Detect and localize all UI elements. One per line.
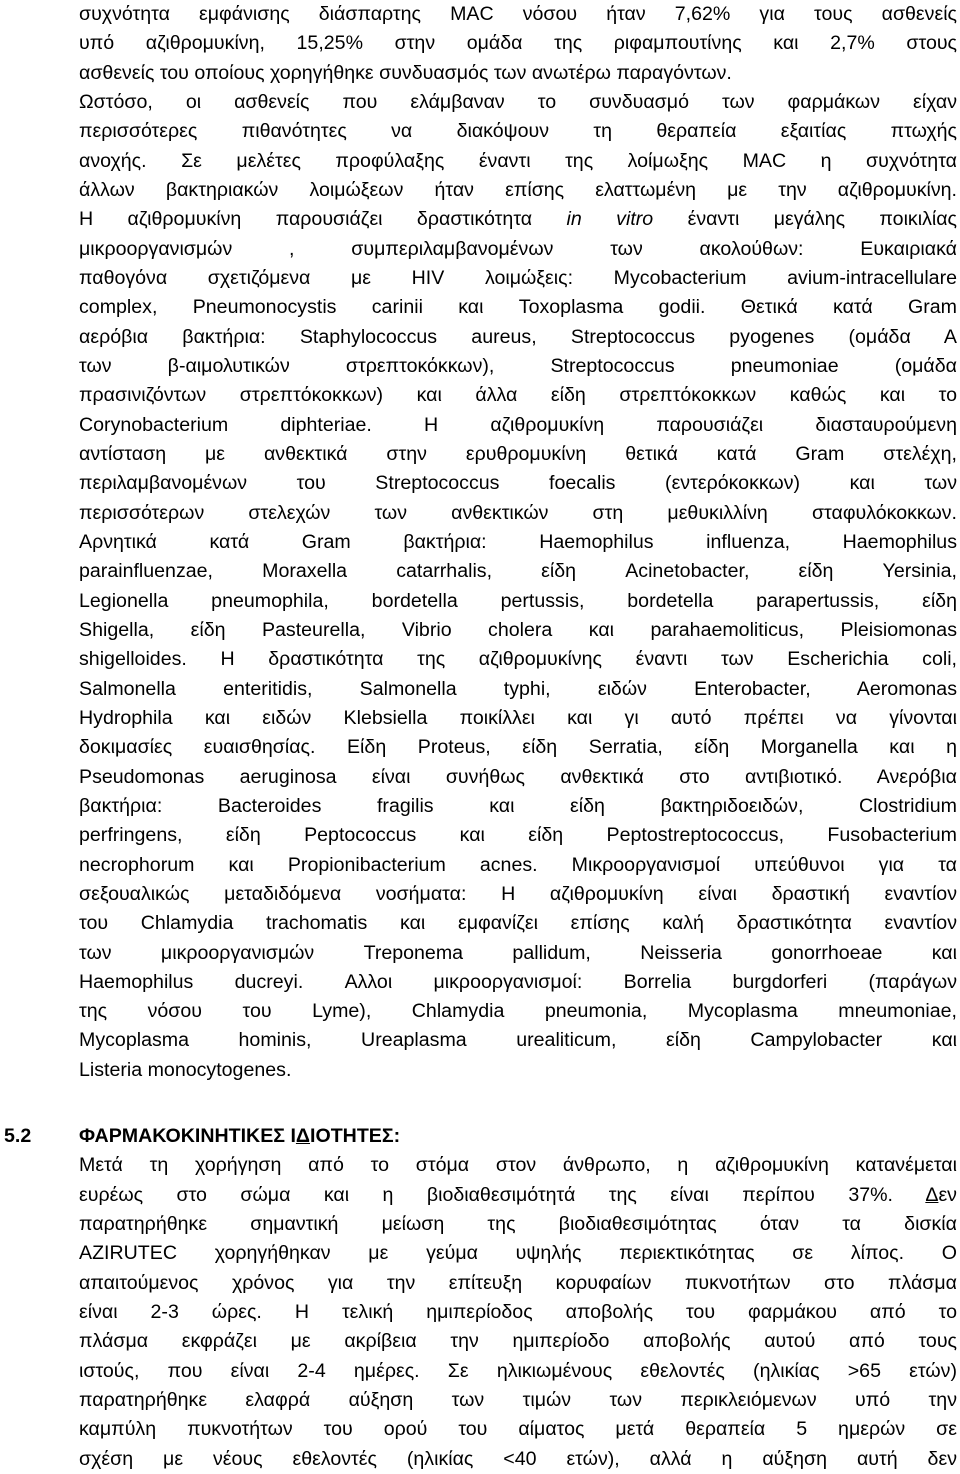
- text-line: του Chlamydia trachomatis και εμφανίζει επίσης καλή δραστικότητα εναντίον: [79, 912, 957, 935]
- text-line: Αρνητικά κατά Gram βακτήρια: Haemophilus influenza, Haemophilus: [79, 530, 957, 553]
- text-segment: Η αζιθρομυκίνη παρουσιάζει δραστικότητα: [79, 208, 567, 231]
- section-title-part: ΙΟΤΗΤΕΣ:: [310, 1125, 401, 1148]
- text-line: σεξουαλικώς μεταδιδόμενα νοσήματα: Η αζιθρομυκίνη είναι δραστική εναντίον: [79, 882, 957, 905]
- text-line: necrophorum και Propionibacterium acnes. Μικροοργανισμοί υπεύθυνοι για τα: [79, 853, 957, 876]
- section-title-part: ΦΑΡΜΑΚΟΚΙΝΗΤΙΚΕΣ Ι: [79, 1125, 296, 1148]
- text-line: μικροοργανισμών , συμπεριλαμβανομένων των ακολούθων: Ευκαιριακά: [79, 237, 957, 260]
- text-line: αντίσταση με ανθεκτικά στην ερυθρομυκίνη θετικά κατά Gram στελέχη,: [79, 442, 957, 465]
- text-line: άλλων βακτηριακών λοιμώξεων ήταν επίσης ελαττωμένη με την αζιθρομυκίνη.: [79, 178, 957, 201]
- text-line: Corynobacterium diphteriae. Η αζιθρομυκίνη παρουσιάζει διασταυρούμενη: [79, 413, 957, 436]
- underlined-letter: Δ: [925, 1183, 939, 1206]
- paragraph-pharmacokinetics: [79, 1151, 957, 1474]
- paragraph-antimicrobial-activity: [79, 0, 957, 1085]
- text-line: περισσότερων στελεχών των ανθεκτικών στη μεθυκιλλίνη σταφυλόκοκκων.: [79, 501, 957, 524]
- text-line: perfringens, είδη Peptococcus και είδη Peptostreptococcus, Fusobacterium: [79, 824, 957, 847]
- text-line: ασθενείς του οποίους χορηγήθηκε συνδυασμός των ανωτέρω παραγόντων.: [79, 61, 732, 84]
- text-line: παρατηρήθηκε σημαντική μείωση της βιοδιαθεσιμότητας όταν τα δισκία: [79, 1213, 957, 1236]
- text-line: complex, Pneumonocystis carinii και Toxoplasma godii. Θετικά κατά Gram: [79, 296, 957, 319]
- text-line: υπό αζιθρομυκίνη, 15,25% στην ομάδα της ριφαμπουτίνης και 2,7% στους: [79, 32, 957, 55]
- text-line: αερόβια βακτήρια: Staphylococcus aureus, Streptococcus pyogenes (ομάδα Α: [79, 325, 957, 348]
- text-line: ιστούς, που είναι 2-4 ημέρες. Σε ηλικιωμένους εθελοντές (ηλικίας >65 ετών): [79, 1359, 957, 1382]
- section-heading: [4, 1122, 957, 1151]
- text-line: ανοχής. Σε μελέτες προφύλαξης έναντι της λοίμωξης MAC η συχνότητα: [79, 149, 957, 172]
- italic-term: in vitro: [566, 208, 654, 231]
- paragraph-gap: [79, 1085, 957, 1122]
- text-line: Hydrophila και ειδών Klebsiella ποικίλλει και γι αυτό πρέπει να γίνονται: [79, 706, 957, 729]
- text-segment: ευρέως στο σώμα και η βιοδιαθεσιμότητά της είναι περίπου 37%.: [79, 1183, 893, 1206]
- text-line: Pseudomonas aeruginosa είναι συνήθως ανθεκτικά στο αντιβιοτικό. Ανερόβια: [79, 765, 957, 788]
- text-line: Salmonella enteritidis, Salmonella typhi, ειδών Enterobacter, Aeromonas: [79, 677, 957, 700]
- text-line: συχνότητα εμφάνισης διάσπαρτης MAC νόσου ήταν 7,62% για τους ασθενείς: [79, 3, 957, 25]
- text-line: [79, 205, 957, 234]
- text-segment: έναντι μεγάλης ποικιλίας: [653, 208, 957, 231]
- text-line: δοκιμασίες ευαισθησίας. Είδη Proteus, είδη Serratia, είδη Morganella και η: [79, 736, 957, 759]
- text-line: σχέση με νέους εθελοντές (ηλικίας <40 ετών), αλλά η αύξηση αυτή δεν: [79, 1447, 957, 1470]
- text-line: βακτήρια: Bacteroides fragilis και είδη βακτηριδοειδών, Clostridium: [79, 794, 957, 817]
- text-line: περιλαμβανομένων του Streptococcus foecalis (εντερόκοκκων) και των: [79, 472, 957, 495]
- text-segment: εν: [938, 1183, 957, 1206]
- text-line: απαιτούμενος χρόνος για την επίτευξη κορυφαίων πυκνοτήτων στο πλάσμα: [79, 1271, 957, 1294]
- text-line: καμπύλη πυκνοτήτων του ορού του αίματος μετά θεραπεία 5 ημερών σε: [79, 1418, 957, 1441]
- text-line: της νόσου του Lyme), Chlamydia pneumonia, Mycoplasma mneumoniae,: [79, 1000, 957, 1023]
- text-line: πρασινιζόντων στρεπτόκοκκων) και άλλα είδη στρεπτόκοκκων καθώς και το: [79, 384, 957, 407]
- text-line: Legionella pneumophila, bordetella pertussis, bordetella parapertussis, είδη: [79, 589, 957, 612]
- section-number: 5.2: [4, 1125, 32, 1148]
- text-line: παθογόνα σχετιζόμενα με HIV λοιμώξεις: Mycobacterium avium-intracellulare: [79, 266, 957, 289]
- text-line: Haemophilus ducreyi. Αλλοι μικροοργανισμοί: Borrelia burgdorferi (παράγων: [79, 970, 957, 993]
- text-line: παρατηρήθηκε ελαφρά αύξηση των τιμών των περικλειόμενων υπό την: [79, 1389, 957, 1412]
- text-line: shigelloides. Η δραστικότητα της αζιθρομυκίνης έναντι των Escherichia coli,: [79, 648, 957, 671]
- text-line: Listeria monocytogenes.: [79, 1058, 292, 1081]
- text-line: είναι 2-3 ώρες. Η τελική ημιπερίοδος αποβολής του φαρμάκου από το: [79, 1301, 957, 1324]
- text-line: των μικροοργανισμών Treponema pallidum, Neisseria gonorrhoeae και: [79, 941, 957, 964]
- text-line: περισσότερες πιθανότητες να διακόψουν τη θεραπεία εξαιτίας πτωχής: [79, 120, 957, 143]
- text-line: Shigella, είδη Pasteurella, Vibrio cholera και parahaemoliticus, Pleisiomonas: [79, 618, 957, 641]
- document-page: [4, 0, 957, 1474]
- text-line: πλάσμα εκφράζει με ακρίβεια την ημιπερίοδο αποβολής αυτού από τους: [79, 1330, 957, 1353]
- text-line: Mycoplasma hominis, Ureaplasma urealiticum, είδη Campylobacter και: [79, 1029, 957, 1052]
- text-line: των β-αιμολυτικών στρεπτοκόκκων), Streptococcus pneumoniae (ομάδα: [79, 354, 957, 377]
- section-title-underlined-letter: Δ: [295, 1125, 311, 1148]
- text-line: AZIRUTEC χορηγήθηκαν με γεύμα υψηλής περιεκτικότητας σε λίπος. Ο: [79, 1242, 957, 1265]
- text-line: [79, 1181, 957, 1210]
- text-line: Μετά τη χορήγηση από το στόμα στον άνθρωπο, η αζιθρομυκίνη κατανέμεται: [79, 1154, 957, 1177]
- text-line: parainfluenzae, Moraxella catarrhalis, είδη Acinetobacter, είδη Yersinia,: [79, 560, 957, 583]
- text-line: Ωστόσο, οι ασθενείς που ελάμβαναν το συνδυασμό των φαρμάκων είχαν: [79, 90, 957, 113]
- section-title: [79, 1125, 400, 1147]
